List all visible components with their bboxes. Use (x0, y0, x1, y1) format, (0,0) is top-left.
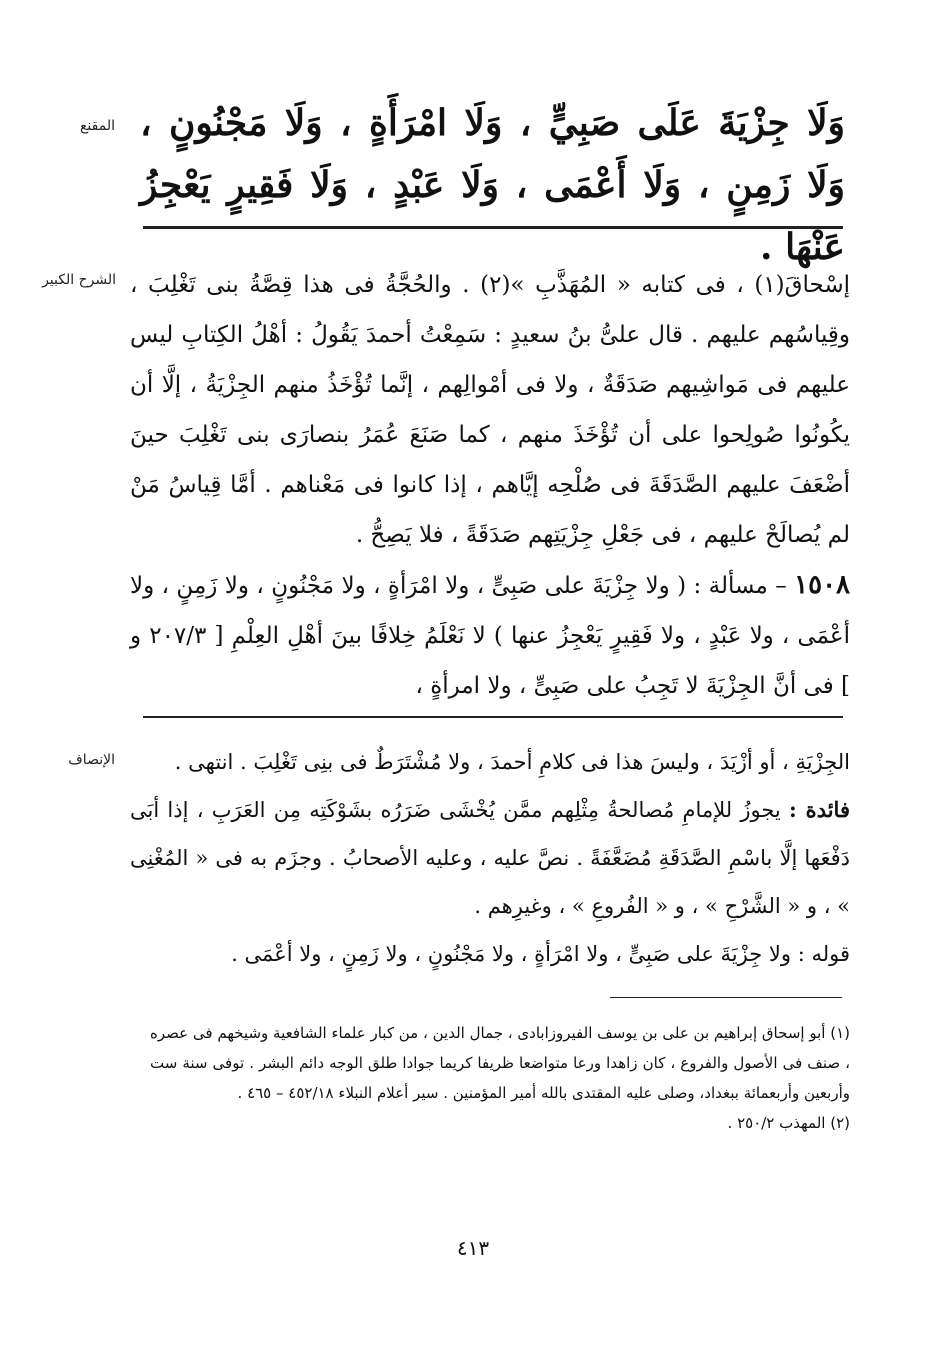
page-number: ٤١٣ (456, 1236, 490, 1260)
masala-rest: لا نَعْلَمُ خِلافًا بينَ أهْلِ العِلْمِ [ ٢٠٧/٣ و ] فى أنَّ الجِزْيَةَ لا تَجِبُ على صَبِىٍّ ، ولا امرأةٍ ، (130, 623, 850, 699)
sharh-margin-label: الشرح الكبير (42, 272, 116, 288)
footnote-separator-rule (610, 997, 842, 998)
masala-paragraph (130, 560, 850, 711)
footnote-2: (٢) المهذب ٢٥٠/٢ . (727, 1114, 850, 1132)
qawluh-label: قوله : (797, 942, 850, 966)
sharh-section (130, 260, 850, 711)
muqni-margin-label: المقنع (79, 118, 115, 134)
faida-label: فائدة : (789, 797, 850, 822)
sharh-separator-rule (143, 716, 843, 718)
sharh-paragraph: إسْحاقَ(١) ، فى كتابه « المُهَذَّبِ »(٢) . والحُجَّةُ فى هذا قِصَّةُ بنى تَغْلِبَ ، وقِياسُهم عليهم . قال علىُّ بنُ سعيدٍ : سَمِعْتُ أحمدَ يَقُولُ : أهْلُ الكِتابِ ليس عليهم فى مَواشِيهم صَدَقَةٌ ، ولا فى أمْوالِهم ، إنَّما تُؤْخَذُ منهم الجِزْيَةُ ، إلَّا أن يكُونُوا صُولِحوا على أن تُؤْخَذَ منهم ، كما صَنَعَ عُمَرُ بنصارَى بنى تَغْلِبَ حينَ أضْعَفَ عليهم الصَّدَقَةَ فى صُلْحِه إيَّاهم ، إذا كانوا فى مَعْناهم . أمَّا قِياسُ مَنْ لم يُصالَحْ عليهم ، فى جَعْلِ جِزْيَتِهم صَدَقَةً ، فلا يَصِحُّ . (130, 272, 850, 548)
footnote-1: (١) أبو إسحاق إبراهيم بن على بن يوسف الفيروزابادى ، جمال الدين ، من كبار علماء الشافعية وشيخهم فى عصره ، صنف فى الأصول والفروع ، كان زاهدا ورعا متواضعا ظريفا كريما جوادا طلق الوجه دائم البشر . توفى سنة ست وأربعين وأربعمائة ببغداد، وصلى عليه المقتدى بالله أمير المؤمنين . سير أعلام النبلاء ٤٥٢/١٨ – ٤٦٥ . (150, 1024, 850, 1102)
muqni-text: وَلَا جِزْيَةَ عَلَى صَبِيٍّ ، وَلَا امْرَأَةٍ ، وَلَا مَجْنُونٍ ، وَلَا زَمِنٍ ، وَلَا أَعْمَى ، وَلَا عَبْدٍ ، وَلَا فَقِيرٍ يَعْجِزُ عَنْهَا . (140, 102, 845, 268)
insaf-paragraph: الجِزْيَةِ ، أو أزْيَدَ ، وليسَ هذا فى كلامِ أحمدَ ، ولا مُشْتَرَطٌ فى بنِى تَغْلِبَ . انتهى . (174, 750, 850, 774)
qawluh-text: ولا جِزْيَةَ على صَبِىٍّ ، ولا امْرَأةٍ ، ولا مَجْنُونٍ ، ولا زَمِنٍ ، ولا أعْمَى . (231, 942, 792, 966)
insaf-section (130, 738, 850, 978)
insaf-margin-label: الإنصاف (68, 752, 115, 768)
masala-quote: ( ولا جِزْيَةَ على صَبِىٍّ ، ولا امْرَأةٍ ، ولا مَجْنُونٍ ، ولا زَمِنٍ ، ولا أعْمَى ، ولا عَبْدٍ ، ولا فَقِيرٍ يَعْجِزُ عنها ) (130, 573, 851, 649)
qawluh-paragraph (130, 930, 850, 978)
faida-paragraph (130, 786, 850, 930)
masala-number: ١٥٠٨ (794, 570, 851, 600)
faida-text: يجوزُ للإمامِ مُصالحةُ مِثْلِهم ممَّن يُخْشَى ضَرَرُه بشَوْكَتِه مِن العَرَبِ ، إذا أبَى دَفْعَها إلَّا باسْمِ الصَّدَقَةِ مُضَعَّفَةً . نصَّ عليه ، وعليه الأصحابُ . وجزَم به فى « المُغْنِى » ، و « الشَّرْحِ » ، و « الفُروعِ » ، وغيرِهم . (130, 798, 850, 918)
footnotes (150, 1018, 850, 1138)
masala-word: – مسألة : (693, 573, 787, 599)
muqni-separator-rule (143, 226, 843, 229)
